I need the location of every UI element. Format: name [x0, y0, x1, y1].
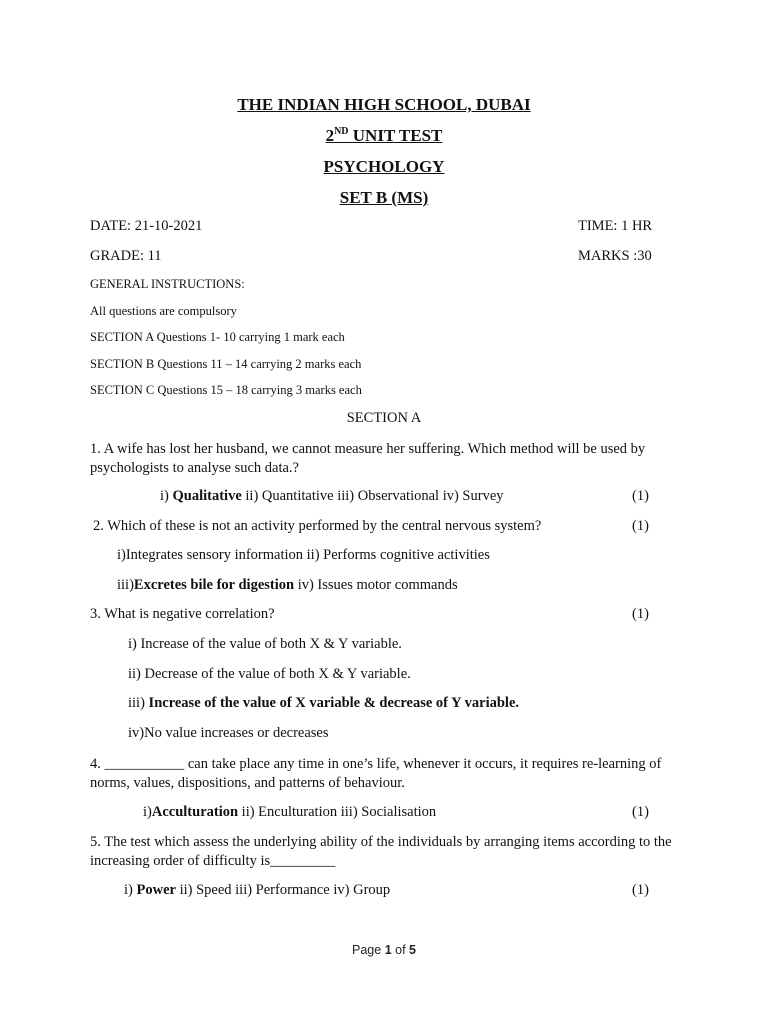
question-4-mark: (1) — [632, 804, 649, 820]
instruction-line: SECTION B Questions 11 – 14 carrying 2 marks each — [90, 357, 362, 371]
question-4-answer: Acculturation — [151, 804, 239, 820]
question-1-mark: (1) — [632, 488, 649, 504]
test-number: 2 — [325, 126, 335, 145]
page-current: 1 — [384, 943, 392, 957]
question-2-answer: Excretes bile for digestion — [133, 577, 295, 593]
question-4-text: 4. ___________ can take place any time in one’s life, whenever it occurs, it requires re-learning of norms, values, dispositions, and patterns of behaviour. — [90, 756, 662, 791]
question-3-answer: Increase of the value of X variable & decrease of Y variable. — [148, 695, 520, 711]
question-2-options-line2: iii)Excretes bile for digestion iv) Issues motor commands — [117, 577, 458, 593]
page-footer: Page 1 of 5 — [352, 943, 416, 957]
question-2-text: 2. Which of these is not an activity performed by the central nervous system? — [93, 518, 542, 534]
question-3-option: i) Increase of the value of both X & Y variable. — [128, 636, 402, 652]
section-a-heading: SECTION A — [346, 410, 422, 426]
question-4-options: i)Acculturation ii) Enculturation iii) Socialisation — [143, 804, 437, 820]
question-1-options: i) Qualitative ii) Quantitative iii) Observational iv) Survey — [160, 488, 504, 504]
question-1-text: 1. A wife has lost her husband, we cannot measure her suffering. Which method will be used by psychologists to analyse such data.? — [90, 441, 646, 476]
test-superscript: ND — [334, 126, 349, 137]
marks-label: MARKS :30 — [578, 248, 652, 264]
question-5-text: 5. The test which assess the underlying ability of the individuals by arranging items according to the increasing order of difficulty is_________ — [90, 834, 672, 869]
instruction-line: All questions are compulsory — [90, 304, 237, 318]
time-label: TIME: 1 HR — [578, 218, 653, 234]
grade-label: GRADE: 11 — [90, 248, 162, 264]
question-2-mark: (1) — [632, 518, 649, 534]
question-3-mark: (1) — [632, 606, 649, 622]
date-label: DATE: 21-10-2021 — [90, 218, 203, 234]
question-3-text: 3. What is negative correlation? — [90, 606, 275, 622]
school-title: THE INDIAN HIGH SCHOOL, DUBAI — [237, 95, 531, 114]
instruction-line: SECTION A Questions 1- 10 carrying 1 mark each — [90, 330, 345, 344]
question-5-options: i) Power ii) Speed iii) Performance iv) Group — [124, 882, 391, 898]
page-total: 5 — [409, 943, 416, 957]
question-5-mark: (1) — [632, 882, 649, 898]
question-3-option: iii) Increase of the value of X variable & decrease of Y variable. — [128, 695, 520, 711]
question-1-answer: Qualitative — [172, 488, 242, 504]
question-2-options-line1: i)Integrates sensory information ii) Performs cognitive activities — [117, 547, 490, 563]
instruction-line: SECTION C Questions 15 – 18 carrying 3 marks each — [90, 383, 362, 397]
subject-title: PSYCHOLOGY — [323, 157, 445, 176]
test-title-rest: UNIT TEST — [348, 126, 443, 145]
instructions-heading: GENERAL INSTRUCTIONS: — [90, 277, 245, 291]
set-title: SET B (MS) — [339, 188, 429, 207]
question-5-answer: Power — [136, 882, 176, 898]
question-3-option: iv)No value increases or decreases — [128, 725, 329, 741]
test-title — [0, 126, 768, 146]
question-3-option: ii) Decrease of the value of both X & Y variable. — [128, 666, 411, 682]
question-5-blank: _________ — [270, 853, 336, 869]
question-4-blank: ___________ — [104, 756, 185, 772]
